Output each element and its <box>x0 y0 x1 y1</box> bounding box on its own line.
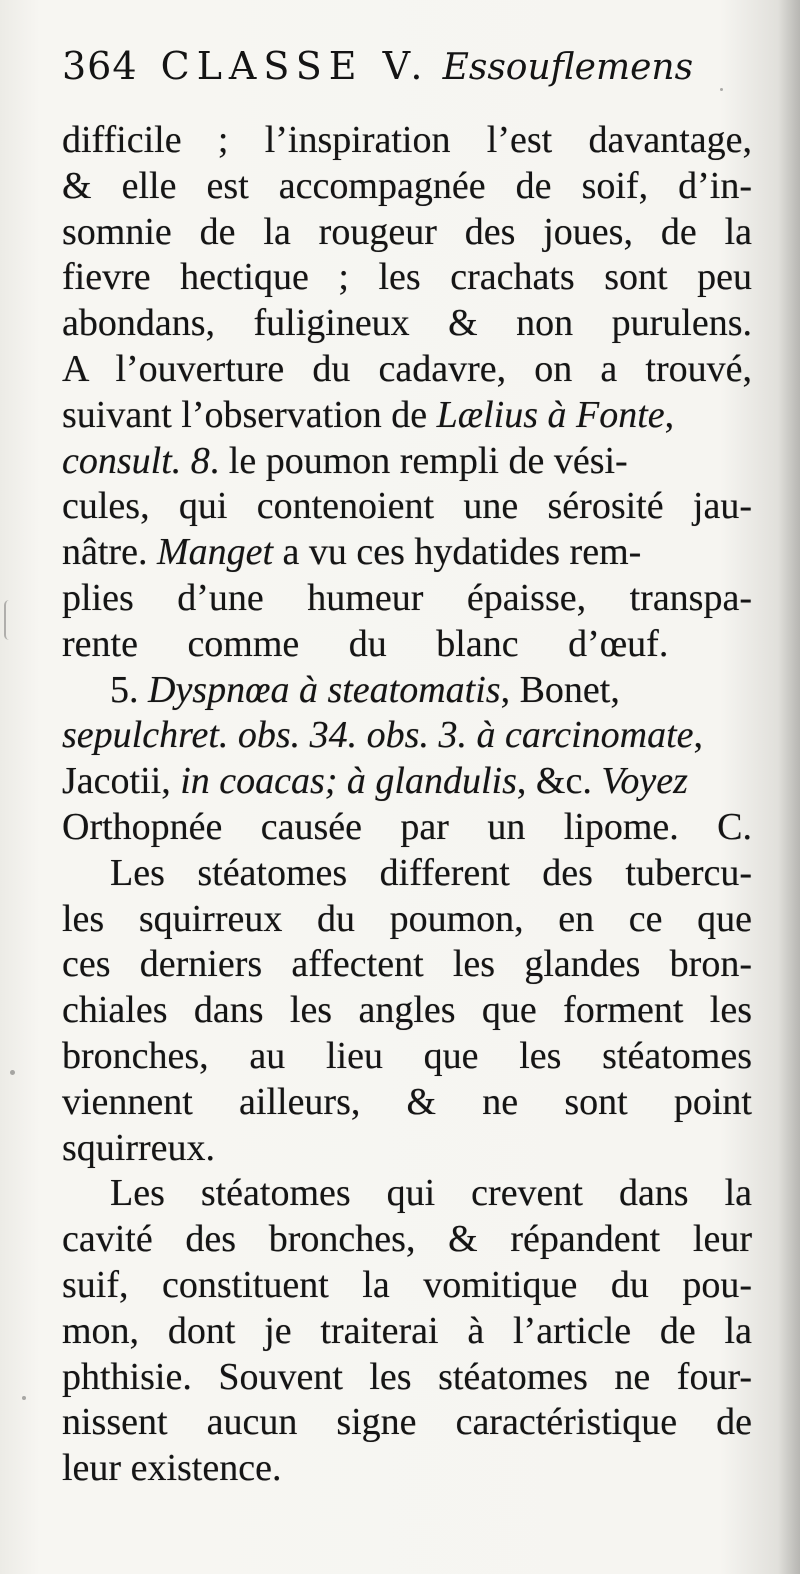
text-line <box>62 897 762 943</box>
text-line <box>62 1034 762 1080</box>
ink-speck <box>10 1070 15 1075</box>
text-line-content: Les stéatomes different des tubercu- <box>110 851 752 894</box>
text-line-content: squirreux. <box>62 1126 216 1169</box>
text-line <box>62 1400 762 1446</box>
text-line <box>62 622 762 668</box>
text-line-content: fievre hectique ; les crachats sont peu <box>62 256 752 299</box>
text-line-content: les squirreux du poumon, en ce que <box>62 897 752 940</box>
text-line-content: bronches, au lieu que les stéatomes <box>62 1034 752 1077</box>
text-segment: , <box>664 393 675 436</box>
italic-citation: Manget <box>156 531 274 574</box>
text-line-content: Orthopnée causée par un lipome. C. <box>62 805 752 848</box>
text-line <box>62 1217 762 1263</box>
italic-citation: Dyspnœa à steatomatis <box>148 668 501 711</box>
text-line-content: rente comme du blanc d’œuf. <box>62 622 669 665</box>
text-line-content <box>62 760 688 802</box>
body-text <box>62 118 762 1492</box>
text-line <box>62 988 762 1034</box>
text-line-content: cavité des bronches, & répandent leur <box>62 1218 752 1261</box>
text-line <box>62 1171 762 1217</box>
page-gutter-shadow <box>778 0 800 1574</box>
text-line <box>62 255 762 301</box>
text-line-content: Les stéatomes qui crevent dans la <box>110 1172 752 1215</box>
ink-speck <box>720 88 723 91</box>
text-segment: suivant l’observation de <box>62 393 437 436</box>
text-line-content: viennent ailleurs, & ne sont point <box>62 1080 752 1123</box>
text-line <box>62 576 762 622</box>
text-line-content: leur existence. <box>62 1447 282 1490</box>
text-line-content: chiales dans les angles que forment les <box>62 989 752 1032</box>
text-segment: a vu ces hydatides rem- <box>273 531 642 574</box>
text-line-content: & elle est accompagnée de soif, d’in- <box>62 164 752 207</box>
text-segment: Jacotii, <box>62 760 181 803</box>
text-line <box>62 484 762 530</box>
text-line <box>62 301 762 347</box>
text-line-content <box>62 394 674 436</box>
text-line-content <box>62 531 641 573</box>
italic-citation: sepulchret. obs. 34. obs. 3. à carcinomate <box>62 714 694 757</box>
text-line <box>62 759 762 805</box>
text-line-content: cules, qui contenoient une sérosité jau- <box>62 485 752 528</box>
text-line <box>62 1446 762 1492</box>
text-line <box>62 1126 762 1172</box>
italic-citation: Voyez <box>601 760 688 803</box>
text-line <box>62 942 762 988</box>
text-line-content: A l’ouverture du cadavre, on a trouvé, <box>62 347 752 390</box>
text-line <box>62 668 762 714</box>
text-line <box>62 347 762 393</box>
text-line-content <box>62 440 628 482</box>
italic-citation: consult. 8 <box>62 439 210 482</box>
text-line-content: somnie de la rougeur des joues, de la <box>62 210 752 253</box>
text-segment: , Bonet, <box>500 668 620 711</box>
text-line <box>62 393 762 439</box>
text-line <box>62 118 762 164</box>
text-line-content: difficile ; l’inspiration l’est davantage, <box>62 119 752 161</box>
text-line <box>62 210 762 256</box>
ink-speck <box>22 1396 26 1400</box>
text-line-content: abondans, fuligineux & non purulens. <box>62 302 752 345</box>
text-segment: , &c. <box>516 760 602 803</box>
text-line <box>62 805 762 851</box>
margin-mark <box>4 600 14 640</box>
italic-citation: in coacas; à glandulis <box>180 760 517 803</box>
text-line <box>62 1080 762 1126</box>
text-line-content: suif, constituent la vomitique du pou- <box>62 1263 752 1306</box>
text-line-content <box>110 669 620 711</box>
text-line <box>62 164 762 210</box>
running-header <box>62 44 762 104</box>
text-segment: , <box>693 714 703 757</box>
text-line <box>62 713 762 759</box>
text-line-content: plies d’une humeur épaisse, transpa- <box>62 576 752 619</box>
text-line <box>62 1309 762 1355</box>
text-line-content: ces derniers affectent les glandes bron- <box>62 943 752 986</box>
running-topic: Essouflemens <box>442 47 694 88</box>
text-line-content: phthisie. Souvent les stéatomes ne four- <box>62 1355 752 1398</box>
text-line <box>62 851 762 897</box>
text-line-content: nissent aucun signe caractéristique de <box>62 1401 752 1444</box>
text-segment: . le poumon rempli de vési- <box>209 439 628 482</box>
text-line <box>62 530 762 576</box>
text-line-content <box>62 714 703 756</box>
text-segment: nâtre. <box>62 531 157 574</box>
italic-citation: Lælius à Fonte <box>436 393 665 436</box>
running-title: CLASSE V. <box>160 44 430 88</box>
text-segment: 5. <box>110 668 148 711</box>
text-line <box>62 439 762 485</box>
text-line <box>62 1355 762 1401</box>
text-line-content: mon, dont je traiterai à l’article de la <box>62 1309 752 1352</box>
text-line <box>62 1263 762 1309</box>
page-number: 364 <box>62 44 138 88</box>
